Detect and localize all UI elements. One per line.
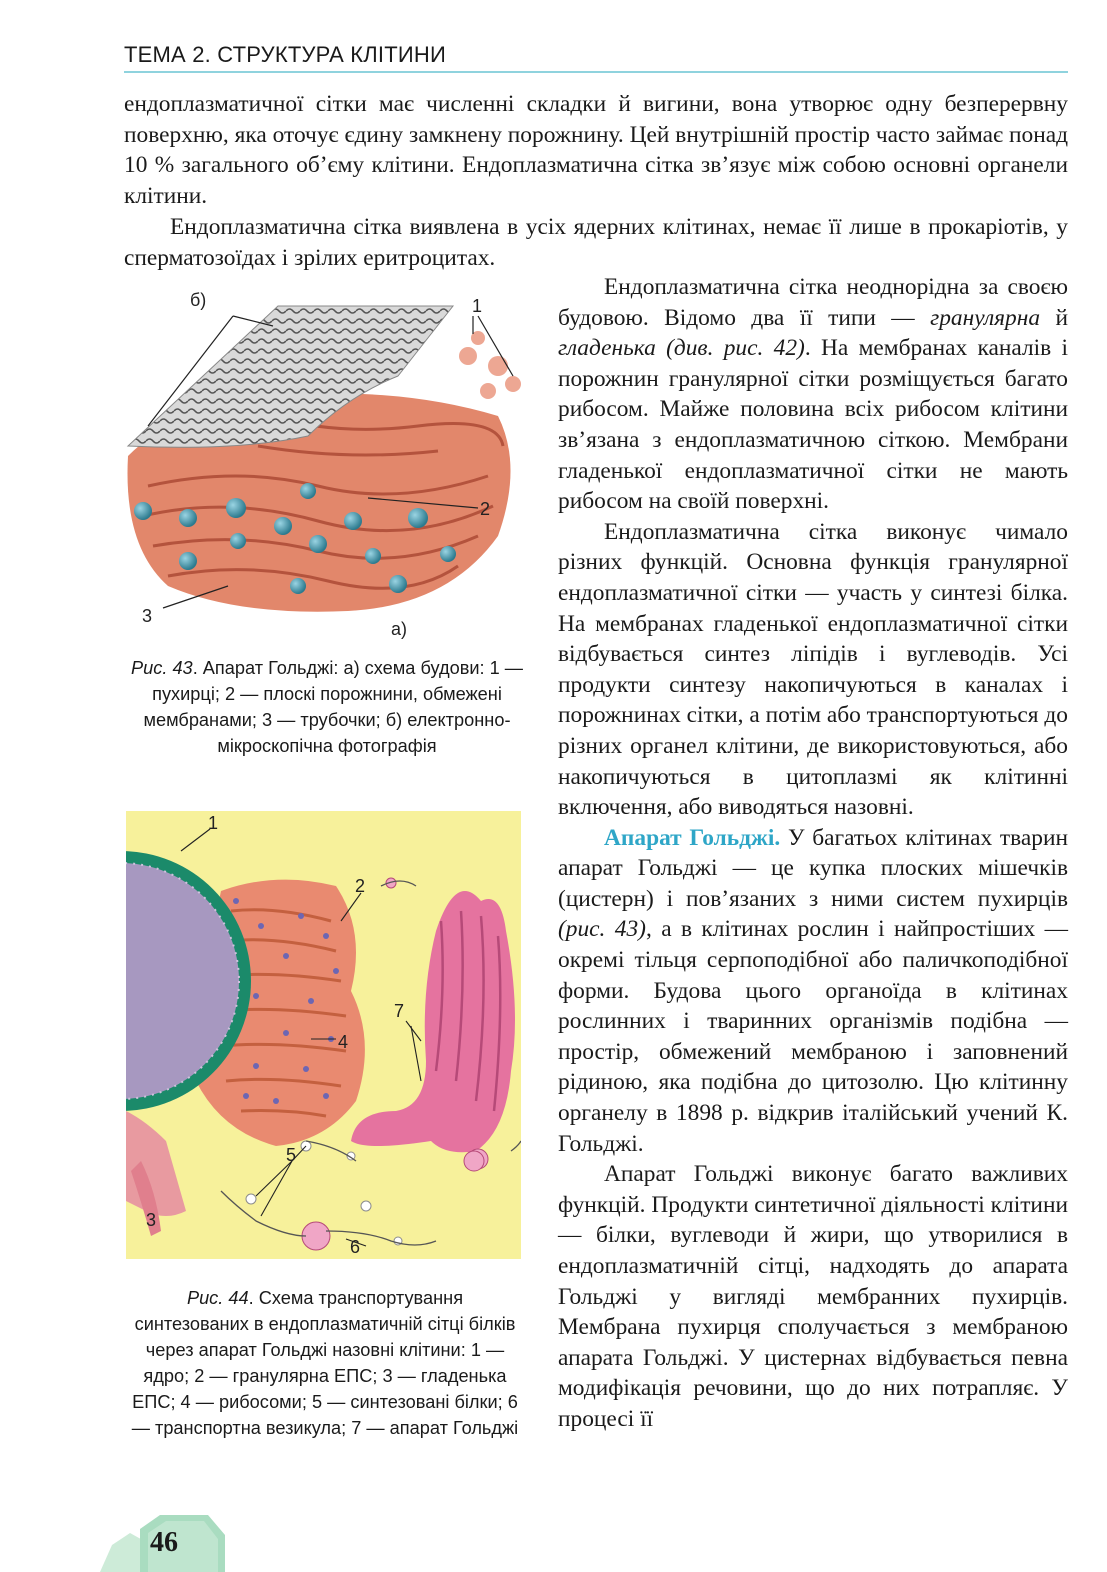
paragraph-golgi: Апарат Гольджі. У багатьох клітинах тварин апарат Гольджі — це купка плоских мішечків (цистерн) і пов’язаних з ними систем пухирців (рис. 43), а в клітинах рослин і найпростіших — окремі тільця серпоподібної або паличкоподібної форми. Будова цього органоїда в клітинах рослинних і тваринних організмів подібна — простір, обмежений мембраною і заповнений рідиною, яка подібна до цитозолю. Цю клітинну органелу в 1898 р. відкрив італійський учений К. Гольджі. [558,824,1069,1157]
fig44-label-5: 5 [286,1145,297,1165]
fig43-label-3: 3 [142,606,153,626]
header-rule [124,71,1068,73]
paragraph-2: Ендоплазматична сітка виявлена в усіх ядерних клітинах, немає її лише в прокаріотів, у сперматозоїдах і зрілих еритроцитах. [124,214,1068,271]
page-number: 46 [150,1527,178,1558]
running-header: ТЕМА 2. СТРУКТУРА КЛІТИНИ [124,42,446,67]
fig44-label-2: 2 [355,876,366,896]
figure-44-transport-diagram [126,811,521,1259]
fig43-label-1: 1 [472,296,483,316]
fig43-label-2: 2 [480,499,491,519]
figure-43-caption: Рис. 43. Апарат Гольджі: а) схема будови: 1 — пухирці; 2 — плоскі порожнини, обмежені мембранами; 3 — трубочки; б) електронно-мікроскопічна фотографія [131,658,523,756]
paragraph-golgi-functions: Апарат Гольджі виконує багато важливих функцій. Продукти синтетичної діяльності клітини — білки, вуглеводи й жири, що утворилися в ендоплазматичній сітці, надходять до апарата Гольджі у вигляді мембранних пухирців. Мембрана пухирця сполучається з мембраною апарата Гольджі. У цистернах відбувається певна модифікація речовини, що до них потрапляє. У процесі її [558,1161,1068,1432]
fig44-label-1: 1 [208,813,219,833]
section-heading-golgi: Апарат Гольджі. [604,824,781,851]
figure-43-golgi-illustration [118,286,538,641]
fig44-label-4: 4 [338,1032,349,1052]
fig43-label-b: б) [190,290,207,310]
fig44-label-6: 6 [350,1237,361,1257]
paragraph-er-functions: Ендоплазматична сітка виконує чимало різних функцій. Основна функція гранулярної ендоплазматичної сітки — участь у синтезі білка. На мембранах гладенької ендоплазматичної сітки відбувається синтез ліпідів і вуглеводів. Усі продукти синтезу накопичуються в каналах і порожнинах сітки, а потім або транспортуються до різних органел клітини, де використовуються, або накопичуються в цитоплазмі як клітинні включення, або виводяться назовні. [558,518,1069,821]
paragraph-er-types: Ендоплазматична сітка неоднорідна за своєю будовою. Відомо два її типи — гранулярна й гладенька (див. рис. 42). На мембранах каналів і порожнин гранулярної сітки розміщується багато рибосом. Майже половина всіх рибосом клітини зв’язана з ендоплазматичною сіткою. Мембрани гладенької ендоплазматичної сітки не мають рибосом на своїй поверхні. [558,274,1068,515]
figure-44-caption: Рис. 44. Схема транспортування синтезованих в ендоплазматичній сітці білків через апарат Гольджі назовні клітини: 1 — ядро; 2 — гранулярна ЕПС; 3 — гладенька ЕПС; 4 — рибосоми; 5 — синтезовані білки; 6 — транспортна везикула; 7 — апарат Гольджі [131,1288,519,1438]
right-column [558,272,1068,1435]
fig44-label-7: 7 [394,1001,405,1021]
paragraph-1: ендоплазматичної сітки має численні складки й вигини, вона утворює одну безперервну поверхню, яка оточує єдину замкнену порожнину. Цей внутрішній простір часто займає понад 10 % загального об’єму клітини. Ендоплазматична сітка зв’язує між собою основні органели клітини. [124,91,1068,209]
fig43-label-a: а) [391,619,408,639]
fig44-label-3: 3 [146,1210,157,1230]
